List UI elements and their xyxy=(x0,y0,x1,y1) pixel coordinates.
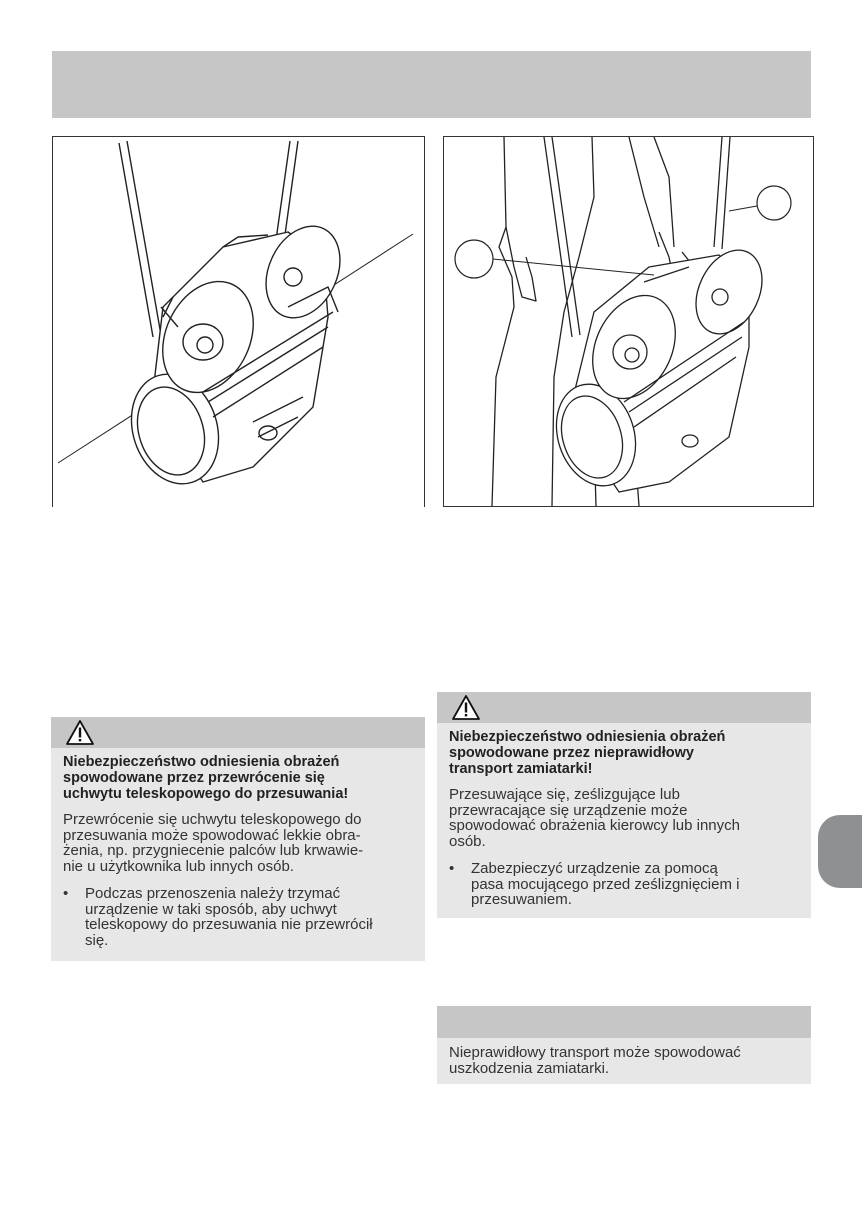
warning-box-telescopic-handle xyxy=(51,717,425,961)
warning-title: Niebezpieczeństwo odniesienia obrażeń spowodowane przez przewrócenie się uchwytu teleskopowego do przesuwania! xyxy=(63,754,349,802)
figure-sweeper-held-by-handle xyxy=(52,136,425,507)
chapter-tab-marker xyxy=(818,815,862,888)
notice-box xyxy=(437,1006,811,1084)
callout-1 xyxy=(455,240,493,278)
warning-triangle-icon xyxy=(65,719,95,746)
warning-body: Przesuwające się, ześlizgujące lub przewracające się urządzenie może spowodować obrażenia kierowcy lub innych osób. xyxy=(449,786,740,850)
notice-body: Nieprawidłowy transport może spowodować uszkodzenia zamiatarki. xyxy=(449,1044,741,1077)
warning-triangle-icon xyxy=(451,694,481,721)
warning-body: Przewrócenie się uchwytu teleskopowego do przesuwania może spowodować lekkie obra- żenia, np. przygniecenie palców lub krwawie- nie u użytkownika lub innych osób. xyxy=(63,811,364,875)
warning-bullet: • Podczas przenoszenia należy trzymać urządzenie w taki sposób, aby uchwyt teleskopowy do przesuwania nie przewrócił się. xyxy=(63,885,373,949)
warning-header xyxy=(51,717,425,748)
warning-header xyxy=(437,692,811,723)
warning-title: Niebezpieczeństwo odniesienia obrażeń spowodowane przez nieprawidłowy transport zamiatarki! xyxy=(449,729,726,777)
bullet-dot: • xyxy=(63,885,69,902)
sweeper-carry-illustration xyxy=(444,137,813,506)
warning-box-transport xyxy=(437,692,811,918)
figure-sweeper-carried-by-person xyxy=(443,136,814,507)
callout-2 xyxy=(757,186,791,220)
sweeper-illustration xyxy=(53,137,426,508)
section-header-bar xyxy=(52,51,811,118)
warning-bullet: • Zabezpieczyć urządzenie za pomocą pasa mocującego przed ześlizgnięciem i przesuwaniem. xyxy=(449,860,740,908)
bullet-dot: • xyxy=(449,860,455,877)
notice-header xyxy=(437,1006,811,1038)
